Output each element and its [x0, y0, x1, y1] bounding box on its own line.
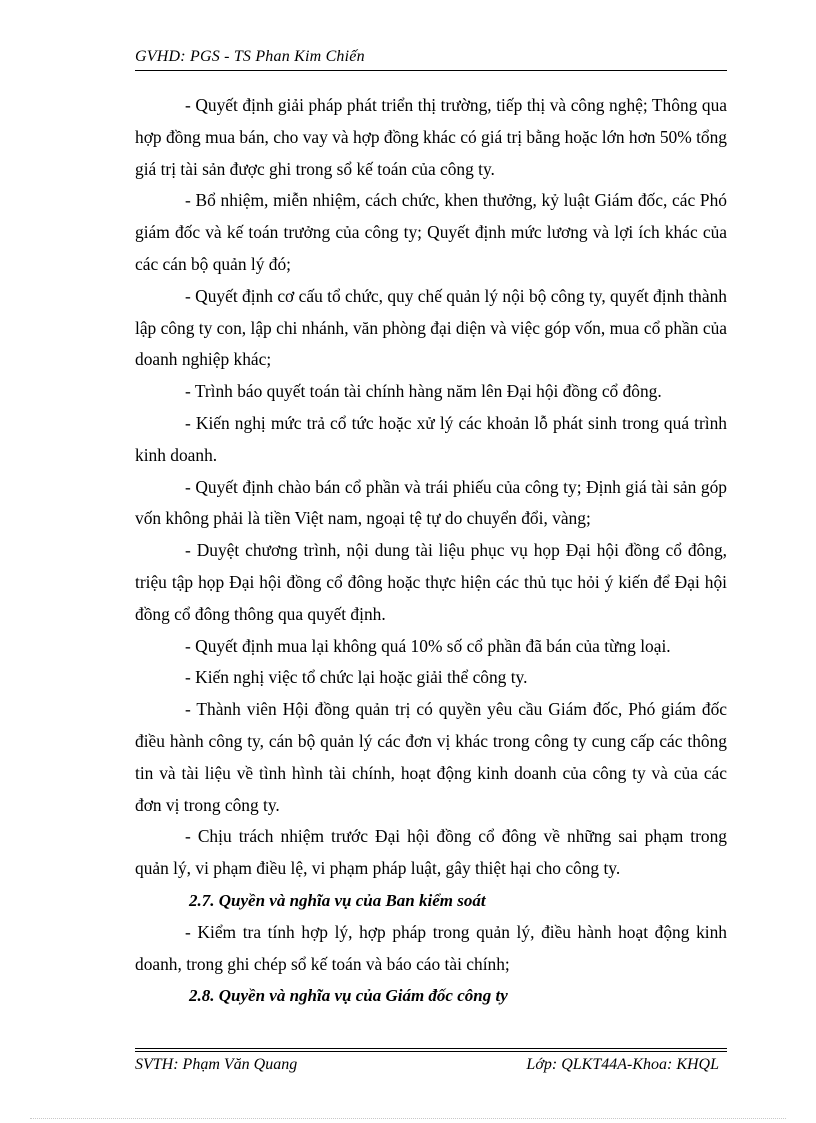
- footer-rule: [135, 1051, 727, 1052]
- paragraph: - Quyết định mua lại không quá 10% số cổ phần đã bán của từng loại.: [185, 635, 671, 656]
- paragraph: - Thành viên Hội đồng quản trị có quyền yêu cầu Giám đốc, Phó giám đốc điều hành công ty, cán bộ quản lý các đơn vị khác trong công ty cung cấp các thông tin và tài liệu về tình hình tài chính, hoạt động kinh doanh của công ty và của các đơn vị trong công ty.: [135, 699, 727, 815]
- page-edge-divider: [30, 1118, 786, 1119]
- body-content: [135, 90, 727, 1012]
- header-text: GVHD: PGS - TS Phan Kim Chiến: [135, 48, 365, 65]
- section-heading-2-8: 2.8. Quyền và nghĩa vụ của Giám đốc công ty: [189, 986, 508, 1006]
- page-header: [135, 48, 727, 66]
- paragraph: - Trình báo quyết toán tài chính hàng năm lên Đại hội đồng cổ đông.: [185, 381, 662, 402]
- paragraph: - Quyết định giải pháp phát triển thị trường, tiếp thị và công nghệ; Thông qua hợp đồng mua bán, cho vay và hợp đồng khác có giá trị bằng hoặc lớn hơn 50% tổng giá trị tài sản được ghi trong sổ kế toán của công ty.: [135, 95, 727, 179]
- paragraph: - Quyết định cơ cấu tổ chức, quy chế quản lý nội bộ công ty, quyết định thành lập công ty con, lập chi nhánh, văn phòng đại diện và việc góp vốn, mua cổ phần của doanh nghiệp khác;: [135, 285, 727, 370]
- paragraph: - Duyệt chương trình, nội dung tài liệu phục vụ họp Đại hội đồng cổ đông, triệu tập họp Đại hội đồng cổ đông hoặc thực hiện các thủ tục hỏi ý kiến để Đại hội đồng cổ đông thông qua quyết định.: [135, 540, 727, 624]
- header-rule: [135, 70, 727, 71]
- section-heading-2-7: 2.7. Quyền và nghĩa vụ của Ban kiểm soát: [189, 890, 486, 910]
- paragraph: - Kiến nghị việc tổ chức lại hoặc giải thể công ty.: [185, 667, 528, 688]
- paragraph: - Chịu trách nhiệm trước Đại hội đồng cổ đông về những sai phạm trong quản lý, vi phạm điều lệ, vi phạm pháp luật, gây thiệt hại cho công ty.: [135, 826, 727, 879]
- paragraph: - Kiểm tra tính hợp lý, hợp pháp trong quản lý, điều hành hoạt động kinh doanh, trong ghi chép sổ kế toán và báo cáo tài chính;: [135, 921, 727, 974]
- footer-student: SVTH: Phạm Văn Quang: [135, 1056, 298, 1073]
- footer-rule: [135, 1048, 727, 1049]
- paragraph: - Bổ nhiệm, miễn nhiệm, cách chức, khen thưởng, kỷ luật Giám đốc, các Phó giám đốc và kế toán trưởng của công ty; Quyết định mức lương và lợi ích khác của các cán bộ quản lý đó;: [135, 190, 727, 274]
- paragraph: - Kiến nghị mức trả cổ tức hoặc xử lý các khoản lỗ phát sinh trong quá trình kinh doanh.: [135, 412, 727, 465]
- footer-class: Lớp: QLKT44A-Khoa: KHQL: [526, 1056, 719, 1073]
- paragraph: - Quyết định chào bán cổ phần và trái phiếu của công ty; Định giá tài sản góp vốn không phải là tiền Việt nam, ngoại tệ tự do chuyển đổi, vàng;: [135, 476, 727, 529]
